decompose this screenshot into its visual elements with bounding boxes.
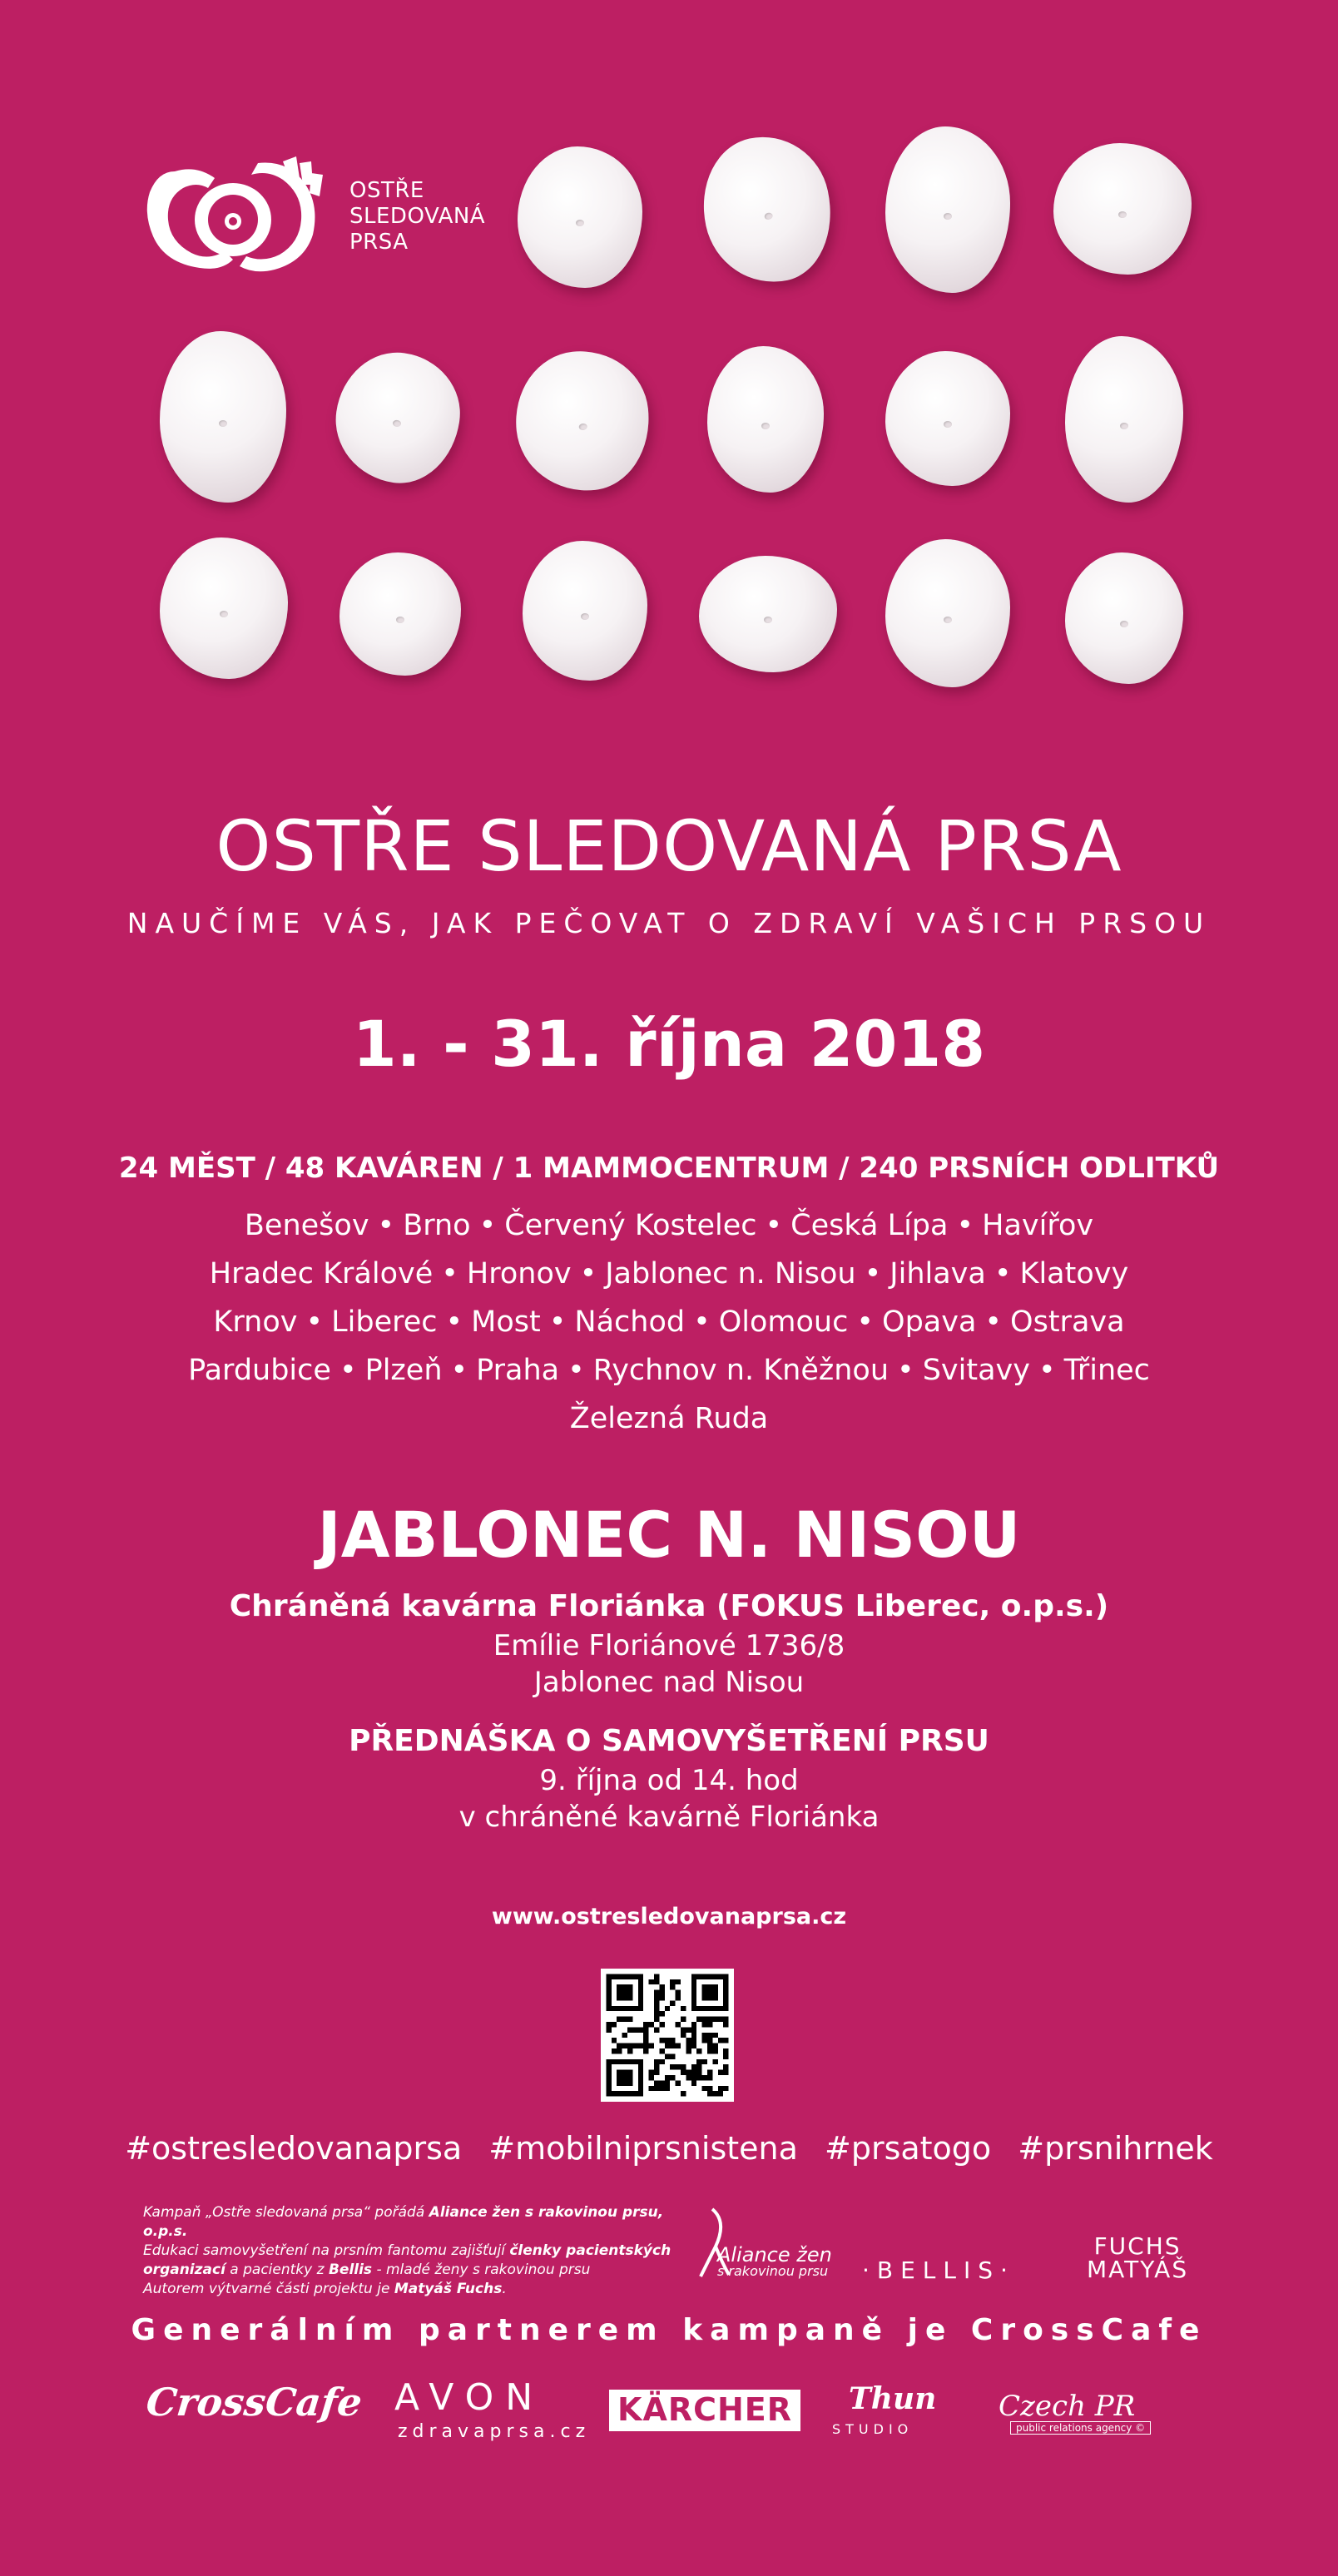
city-heading: JABLONEC N. NISOU	[317, 1498, 1021, 1572]
city-item: Jihlava	[890, 1257, 986, 1290]
city-item: Most	[471, 1305, 541, 1339]
venue-address	[0, 1627, 1338, 1701]
bullet-separator: •	[567, 1354, 585, 1387]
small-print	[143, 2203, 701, 2299]
crosscafe-logo: CrossCafe	[144, 2380, 364, 2425]
aliance-logo	[717, 2243, 832, 2280]
bullet-separator: •	[478, 1209, 497, 1242]
hashtags: #ostresledovanaprsa #mobilniprsnistena #prsatogo #prsnihrnek	[125, 2130, 1213, 2167]
bullet-separator: •	[765, 1209, 783, 1242]
cast-image	[328, 344, 468, 490]
campaign-stats: 24 MĚST / 48 KAVÁREN / 1 MAMMOCENTRUM / 240 PRSNÍCH ODLITKŮ	[118, 1152, 1220, 1185]
logo-line-1: OSTŘE	[349, 178, 424, 203]
subtitle: NAUČÍME VÁS, JAK PEČOVAT O ZDRAVÍ VAŠICH PRSOU	[126, 907, 1212, 939]
avon-logo: AVON	[394, 2376, 545, 2419]
thun-subtext: STUDIO	[832, 2421, 914, 2437]
cast-image	[707, 346, 824, 493]
cast-image	[699, 556, 837, 672]
czech-pr-logo: Czech PR	[999, 2390, 1136, 2423]
small-print-bold: Bellis	[328, 2261, 373, 2278]
bullet-separator: •	[305, 1305, 324, 1339]
bullet-separator: •	[339, 1354, 357, 1387]
bullet-separator: •	[984, 1305, 1003, 1339]
venue-name: Chráněná kavárna Floriánka (FOKUS Liberec, o.p.s.)	[229, 1589, 1109, 1623]
bullet-separator: •	[994, 1257, 1012, 1290]
city-row	[0, 1250, 1338, 1298]
city-row	[0, 1298, 1338, 1346]
lecture-details	[0, 1762, 1338, 1835]
general-partner-text: Generálním partnerem kampaně je CrossCafe	[131, 2313, 1207, 2347]
city-item: Náchod	[574, 1305, 686, 1339]
city-item: Pardubice	[188, 1354, 331, 1387]
cast-image	[1065, 552, 1183, 684]
small-print-bold: organizací	[143, 2261, 225, 2278]
city-item: Benešov	[244, 1209, 369, 1242]
bullet-separator: •	[856, 1305, 875, 1339]
fuchs-logo	[1087, 2232, 1189, 2283]
city-item: Havířov	[982, 1209, 1094, 1242]
qr-code-icon	[601, 1969, 734, 2102]
address-line-1: Emílie Floriánové 1736/8	[493, 1629, 845, 1662]
cast-image	[523, 541, 647, 681]
city-item: Červený Kostelec	[504, 1209, 757, 1242]
city-item: Třinec	[1063, 1354, 1150, 1387]
city-item: Liberec	[331, 1305, 438, 1339]
city-item: Brno	[403, 1209, 471, 1242]
bullet-separator: •	[548, 1305, 567, 1339]
thun-logo: Thun	[849, 2381, 937, 2416]
bullet-separator: •	[956, 1209, 974, 1242]
small-print-text: .	[502, 2281, 507, 2297]
cast-image	[509, 344, 657, 498]
aliance-line-2: s rakovinou prsu	[717, 2263, 829, 2279]
cast-image	[690, 125, 844, 295]
small-print-bold: členky pacientských	[509, 2242, 671, 2259]
cast-image	[339, 552, 461, 676]
bullet-separator: •	[445, 1305, 463, 1339]
bullet-separator: •	[897, 1354, 914, 1387]
city-row	[0, 1201, 1338, 1250]
city-item: Plzeň	[364, 1354, 443, 1387]
cast-image	[518, 146, 642, 288]
bullet-separator: •	[377, 1209, 395, 1242]
cast-image	[160, 537, 288, 679]
city-row	[0, 1395, 1338, 1443]
page-title: OSTŘE SLEDOVANÁ PRSA	[216, 805, 1122, 887]
city-item: Olomouc	[718, 1305, 849, 1339]
cast-image	[160, 331, 286, 503]
lecture-line-2: v chráněné kavárně Floriánka	[458, 1801, 880, 1834]
small-print-text: Autorem výtvarné části projektu je	[143, 2281, 394, 2297]
address-line-2: Jablonec nad Nisou	[533, 1666, 805, 1699]
city-item: Jablonec n. Nisou	[605, 1257, 856, 1290]
city-item: Hradec Králové	[209, 1257, 434, 1290]
city-item: Železná Ruda	[569, 1402, 769, 1435]
city-list	[0, 1201, 1338, 1443]
cast-image	[885, 351, 1010, 486]
small-print-bold: Aliance žen s rakovinou prsu, o.p.s.	[143, 2204, 664, 2240]
city-item: Krnov	[213, 1305, 298, 1339]
karcher-logo: KÄRCHER	[609, 2390, 800, 2431]
small-print-text: a pacientky z	[225, 2261, 329, 2278]
small-print-text: Edukaci samovyšetření na prsním fantomu zajišťují	[143, 2242, 510, 2259]
czech-pr-subtext: public relations agency ©	[1010, 2421, 1151, 2435]
logo-text	[349, 178, 485, 255]
cast-image	[1053, 143, 1192, 275]
cast-image	[885, 126, 1010, 293]
lecture-line-1: 9. října od 14. hod	[539, 1764, 799, 1797]
bullet-separator: •	[579, 1257, 597, 1290]
bullet-separator: •	[693, 1305, 711, 1339]
small-print-text: Kampaň „Ostře sledovaná prsa“ pořádá	[143, 2204, 429, 2221]
bellis-logo: ·BELLIS·	[862, 2256, 1015, 2284]
city-item: Klatovy	[1019, 1257, 1129, 1290]
bullet-separator: •	[441, 1257, 458, 1290]
bullet-separator: •	[450, 1354, 468, 1387]
city-row	[0, 1346, 1338, 1395]
small-print-text: - mladé ženy s rakovinou prsu	[372, 2261, 591, 2278]
cast-image	[885, 539, 1010, 687]
website-link[interactable]: www.ostresledovanaprsa.cz	[491, 1904, 847, 1930]
avon-subtext: zdravaprsa.cz	[398, 2421, 591, 2442]
aliance-line-1: Aliance žen	[717, 2243, 832, 2266]
logo-line-2: SLEDOVANÁ	[349, 204, 486, 229]
lecture-title: PŘEDNÁŠKA O SAMOVYŠETŘENÍ PRSU	[349, 1724, 989, 1758]
bullet-separator: •	[864, 1257, 882, 1290]
city-item: Praha	[476, 1354, 560, 1387]
city-item: Rychnov n. Kněžnou	[592, 1354, 890, 1387]
event-date: 1. - 31. října 2018	[352, 1007, 986, 1081]
city-item: Svitavy	[922, 1354, 1030, 1387]
fuchs-line-2: MATYÁŠ	[1087, 2256, 1189, 2283]
campaign-logo-icon	[141, 155, 333, 280]
city-item: Ostrava	[1010, 1305, 1125, 1339]
bullet-separator: •	[1038, 1354, 1056, 1387]
fuchs-line-1: FUCHS	[1093, 2232, 1182, 2260]
city-item: Česká Lípa	[790, 1209, 949, 1242]
cast-image	[1065, 336, 1183, 503]
city-item: Hronov	[466, 1257, 572, 1290]
logo-line-3: PRSA	[349, 230, 409, 255]
city-item: Opava	[882, 1305, 977, 1339]
small-print-bold: Matyáš Fuchs	[394, 2281, 503, 2297]
